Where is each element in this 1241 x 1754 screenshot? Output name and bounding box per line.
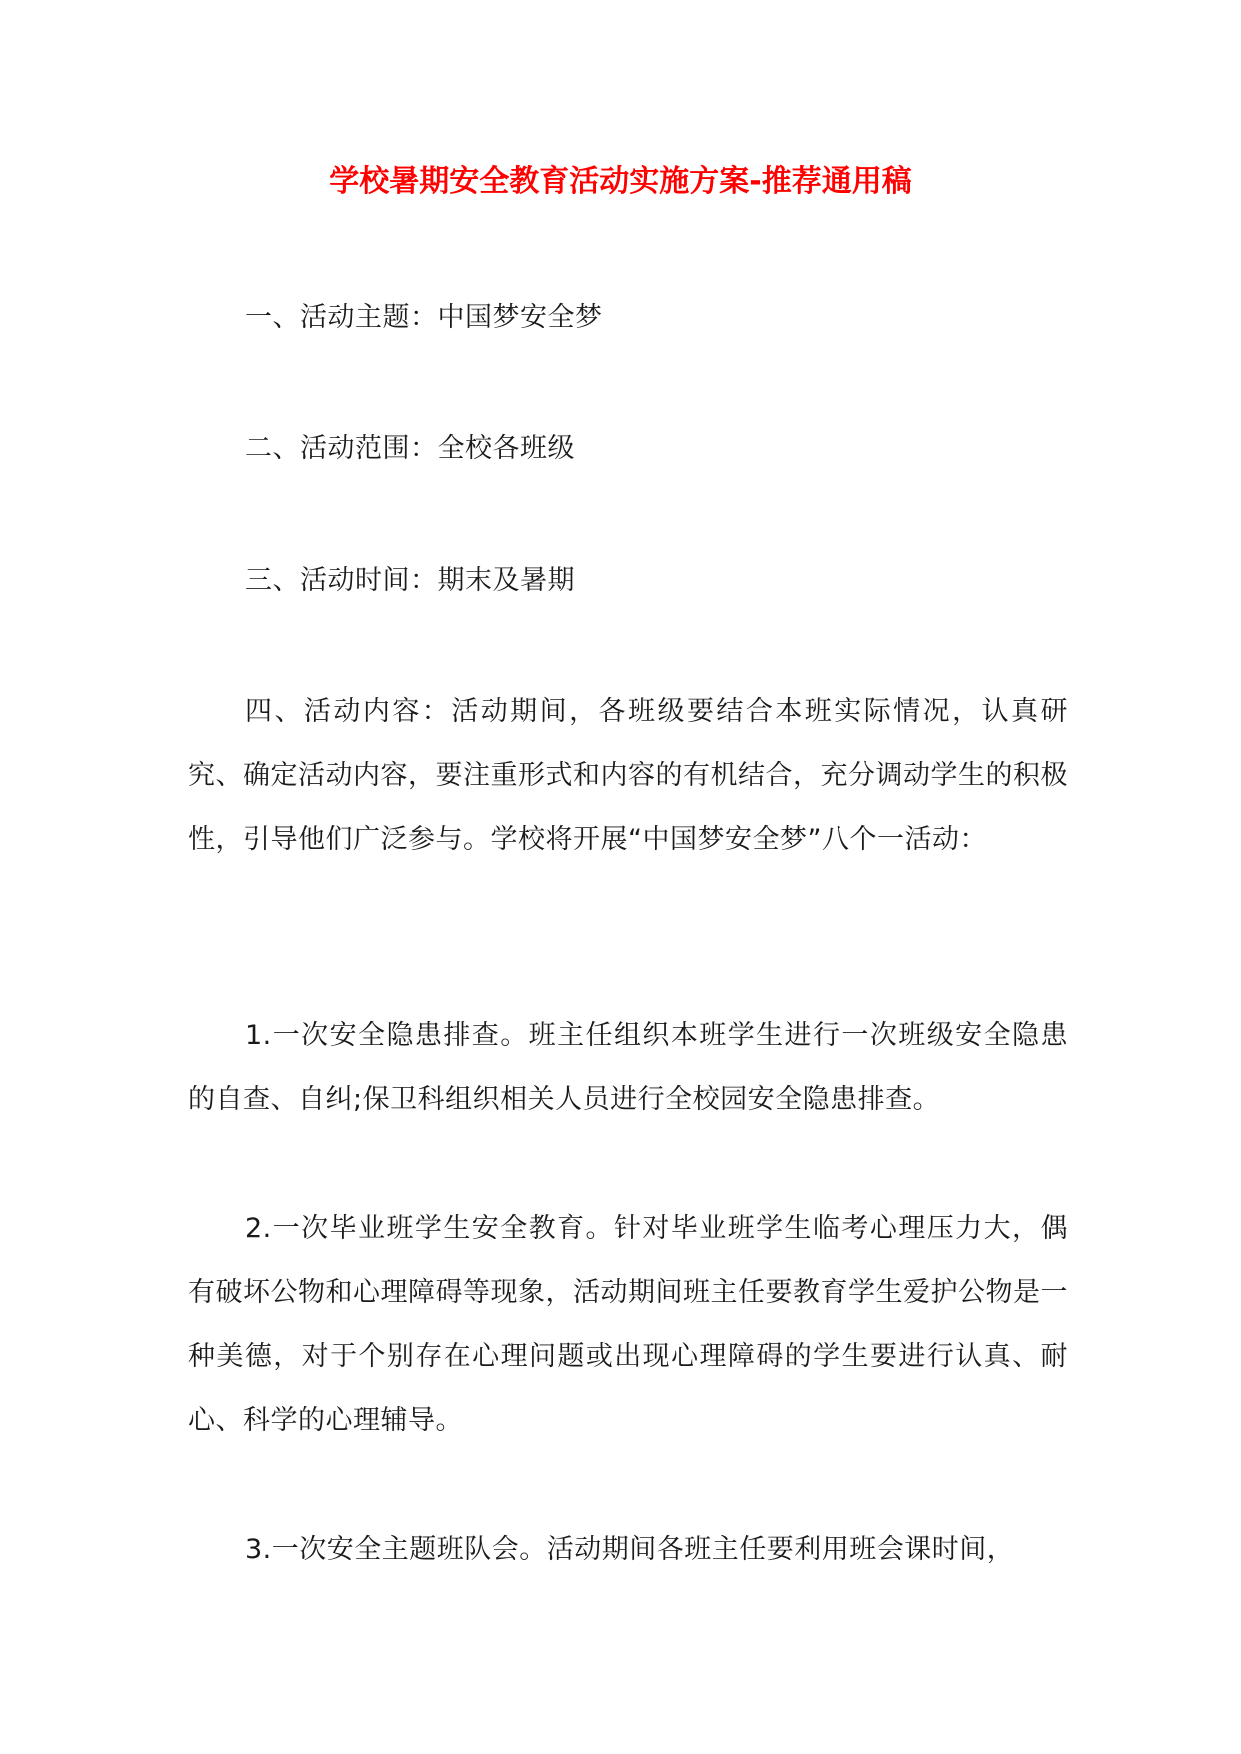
paragraph-item-2-graduate-education: 2.一次毕业班学生安全教育。针对毕业班学生临考心理压力大，偶有破坏公物和心理障碍等现象，活动期间班主任要教育学生爱护公物是一种美德，对于个别存在心理问题或出现心理障碍的学生要进行认真、耐心、科学的心理辅导。 <box>188 1213 1068 1436</box>
document-title: 学校暑期安全教育活动实施方案-推荐通用稿 <box>329 164 912 199</box>
paragraph-activity-content: 四、活动内容：活动期间，各班级要结合本班实际情况，认真研究、确定活动内容，要注重形式和内容的有机结合，充分调动学生的积极性，引导他们广泛参与。学校将开展“中国梦安全梦”八个一活动： <box>188 696 1068 855</box>
paragraph-activity-scope: 二、活动范围：全校各班级 <box>245 433 575 464</box>
paragraph-activity-theme: 一、活动主题：中国梦安全梦 <box>245 302 603 333</box>
paragraph-activity-time: 三、活动时间：期末及暑期 <box>245 565 575 596</box>
paragraph-item-3-class-meeting: 3.一次安全主题班队会。活动期间各班主任要利用班会课时间， <box>245 1534 1015 1565</box>
paragraph-item-1-hazard-check: 1.一次安全隐患排查。班主任组织本班学生进行一次班级安全隐患的自查、自纠;保卫科组织相关人员进行全校园安全隐患排查。 <box>188 1020 1068 1115</box>
